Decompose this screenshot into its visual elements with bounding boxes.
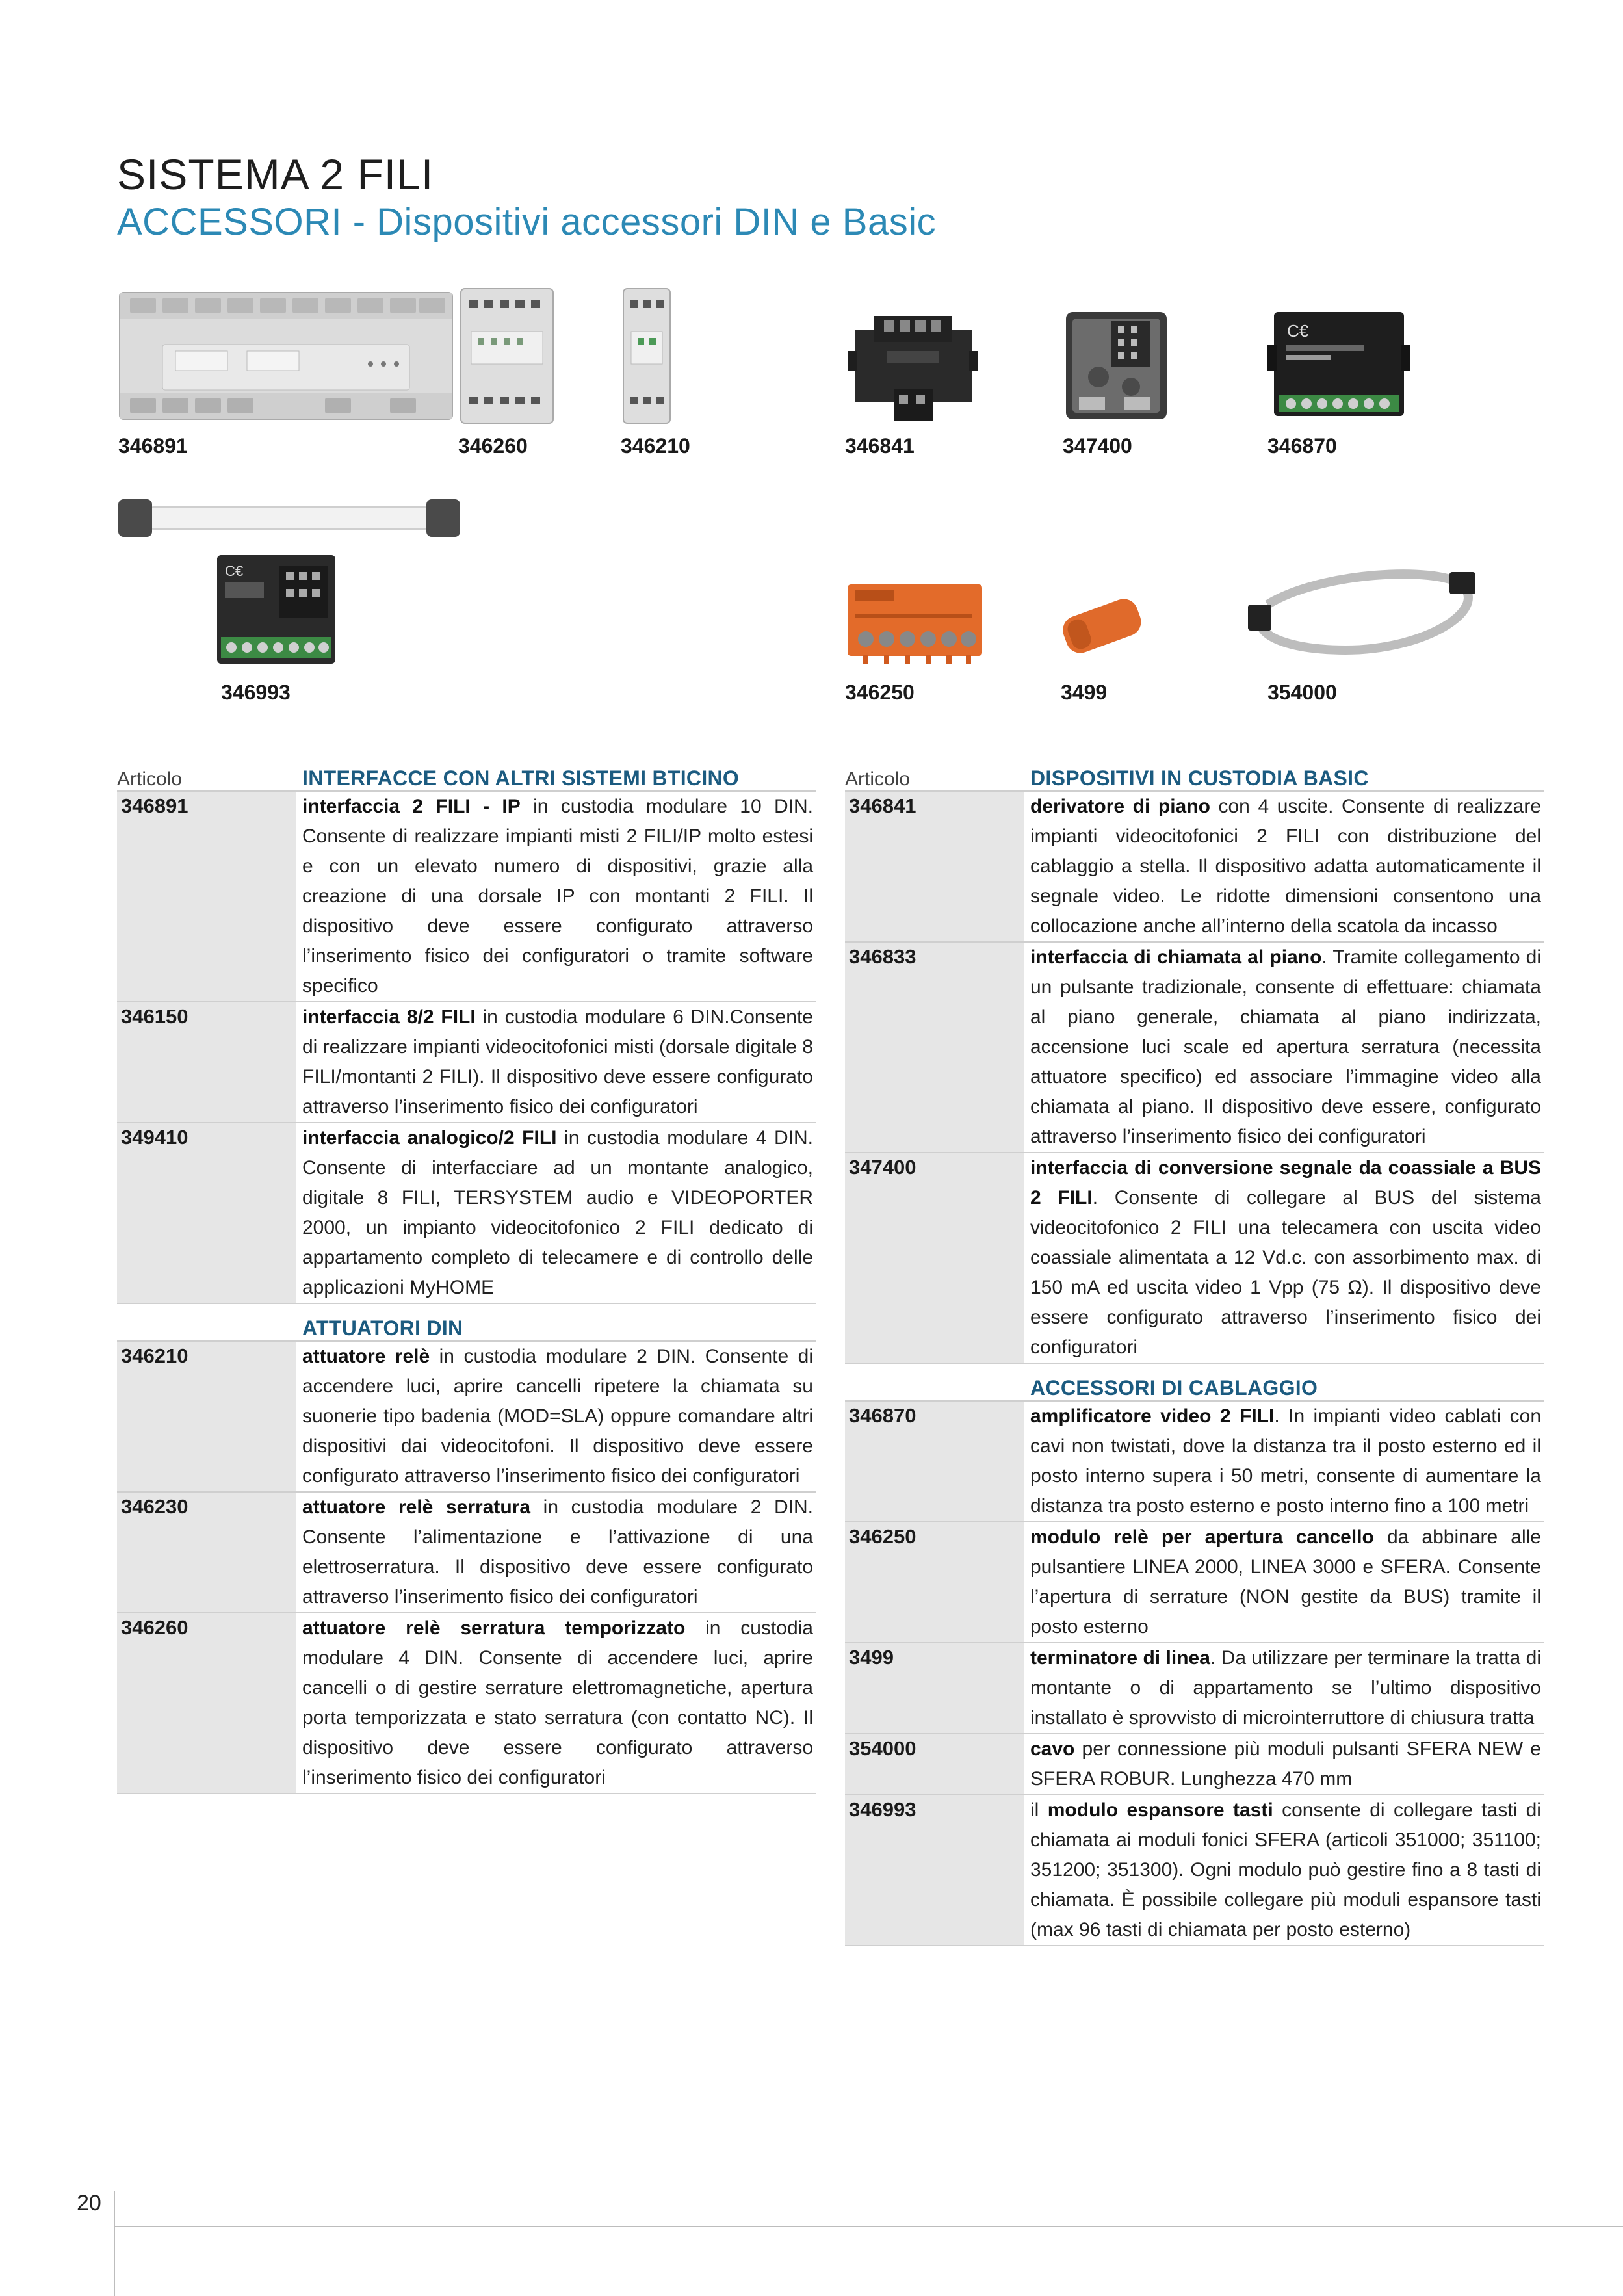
table-row — [117, 792, 816, 1002]
article-code: 346870 — [845, 1402, 1024, 1521]
table-row — [845, 1153, 1544, 1364]
article-description — [1030, 1522, 1544, 1642]
footer-vertical-rule — [114, 2191, 115, 2296]
article-description — [302, 1342, 816, 1491]
table-row — [845, 1795, 1544, 1946]
article-text: in custodia modulare 2 DIN. Consente di accendere luci, aprire cancelli ripetere la chiamata su suonerie tipo badenia (MOD=SLA) oppure comandare altri dispositivi dai videocitofoni. Il dispositivo deve essere configurato attraverso l’inserimento fisico dei configuratori — [302, 1346, 813, 1487]
article-code: 346891 — [117, 792, 296, 1001]
article-text: . In impianti video cablati con cavi non twistati, dove la distanza tra il posto esterno ed il posto interno supera i 50 metri, consente di aumentare la distanza tra posto esterno e posto interno fino a 100 metri — [1030, 1405, 1541, 1517]
section-title: DISPOSITIVI IN CUSTODIA BASIC — [1030, 766, 1369, 790]
article-code: 346210 — [117, 1342, 296, 1491]
flexible-tube-image — [117, 494, 461, 543]
article-text: consente di collegare tasti di chiamata ai moduli fonici SFERA (articoli 351000; 351100; 351200; 351300). Ogni modulo può gestire fino a 8 tasti di chiamata. È possibile collegare più moduli espansore tasti (max 96 tasti di chiamata per posto esterno) — [1030, 1799, 1541, 1940]
article-text: in custodia modulare 2 DIN. Consente l’alimentazione e l’attivazione di una elettroserratura. Il dispositivo deve essere configurato attraverso l’inserimento fisico dei configuratori — [302, 1496, 814, 1608]
article-name: derivatore di piano — [1030, 796, 1210, 817]
article-text: in custodia modulare 4 DIN. Consente di interfacciare ad un montante analogico, digitale 8 FILI, TERSYSTEM audio e VIDEOPORTER 2000, un impianto videocitofonico 2 FILI dedicato di appartamento completo di telecamere e di controllo delle applicazioni MyHOME — [302, 1127, 814, 1298]
table-row — [845, 1522, 1544, 1643]
article-description — [302, 1613, 816, 1793]
section-header — [845, 1364, 1544, 1402]
article-text: . Consente di collegare al BUS del sistema videocitofonico 2 FILI una telecamera con uscita video coassiale alimentata a 12 Vd.c. con assorbimento max. di 150 mA ed uscita video 1 Vpp (75 Ω). Il dispositivo deve essere configurato attraverso l’inserimento fisico dei configuratori — [1030, 1187, 1541, 1358]
article-name: interfaccia di conversione segnale da coassiale a BUS 2 FILI — [1030, 1157, 1541, 1208]
article-code: 346841 — [845, 792, 1024, 941]
article-name: cavo — [1030, 1738, 1075, 1760]
article-text: . Tramite collegamento di un pulsante tradizionale, consente di effettuare: chiamata al piano generale, chiamata al piano indirizzata, accensione luci scale ed apertura serratura (necessita attuatore specifico) ed associare l’immagine video alla chiamata al piano. Il dispositivo deve essere, configurato attraverso l’inserimento fisico dei configuratori — [1030, 946, 1541, 1147]
article-description — [1030, 943, 1544, 1152]
article-text: in custodia modulare 4 DIN. Consente di accendere luci, aprire cancelli o di gestire serrature elettromagnetiche, apertura porta temporizzata e stato serratura (con contatto NC). Il dispositivo deve essere configurato attraverso l’inserimento fisico dei configuratori — [302, 1617, 813, 1788]
page-number: 20 — [77, 2191, 101, 2215]
article-description — [1030, 1795, 1544, 1945]
right-article-table — [845, 759, 1544, 1946]
article-text: in custodia modulare 10 DIN. Consente di realizzare impianti misti 2 FILI/IP molto estesi e con un elevato numero di dispositivi, grazie alla creazione di una dorsale IP con montanti 2 FILI. Il dispositivo deve essere configurato attraverso l’inserimento fisico dei configuratori o tramite software specifico — [302, 796, 813, 997]
articolo-label: Articolo — [845, 768, 911, 790]
product-code-label: 346250 — [845, 681, 915, 704]
article-name: terminatore di linea — [1030, 1647, 1210, 1669]
table-row — [117, 1613, 816, 1794]
din-actuator-2-module-image — [621, 286, 673, 426]
section-title: INTERFACCE CON ALTRI SISTEMI BTICINO — [302, 766, 740, 790]
article-description — [1030, 792, 1544, 941]
product-code-label: 346260 — [458, 434, 528, 458]
article-prefix: il — [1030, 1799, 1048, 1821]
din-actuator-4-module-image — [458, 286, 556, 426]
table-row — [117, 1342, 816, 1493]
svg-text:C€: C€ — [1287, 321, 1309, 341]
articolo-label: Articolo — [117, 768, 183, 790]
article-name: attuatore relè — [302, 1346, 430, 1367]
din-interface-10-module-image — [117, 286, 455, 426]
product-code-label: 354000 — [1267, 681, 1337, 704]
article-name: interfaccia analogico/2 FILI — [302, 1127, 557, 1149]
gate-relay-module-image — [845, 582, 985, 666]
article-name: modulo relè per apertura cancello — [1030, 1526, 1374, 1548]
coax-interface-image — [1059, 306, 1173, 426]
table-row — [845, 1402, 1544, 1522]
page-subtitle: ACCESSORI - Dispositivi accessori DIN e Basic — [117, 201, 937, 243]
footer-horizontal-rule — [114, 2226, 1623, 2227]
article-description — [302, 1493, 816, 1612]
article-code: 347400 — [845, 1153, 1024, 1363]
table-row — [117, 1002, 816, 1123]
article-text: da abbinare alle pulsantiere LINEA 2000, LINEA 3000 e SFERA. Consente l’apertura di serrature (NON gestite da BUS) tramite il posto esterno — [1030, 1526, 1541, 1637]
article-name: interfaccia di chiamata al piano — [1030, 946, 1322, 968]
article-description — [1030, 1643, 1544, 1733]
article-code: 346260 — [117, 1613, 296, 1793]
flat-cable-image — [1241, 559, 1488, 666]
video-amplifier-image — [1267, 306, 1410, 429]
svg-text:C€: C€ — [225, 563, 244, 579]
article-description — [1030, 1153, 1544, 1363]
article-description — [302, 1123, 816, 1303]
product-code-label: 346993 — [221, 681, 291, 704]
product-code-label: 3499 — [1061, 681, 1108, 704]
line-terminator-image — [1050, 592, 1154, 660]
section-title: ATTUATORI DIN — [302, 1316, 463, 1340]
product-code-label: 346891 — [118, 434, 188, 458]
article-text: con 4 uscite. Consente di realizzare impianti videocitofonici 2 FILI con distribuzione del cablaggio a stella. Il dispositivo adatta automaticamente il segnale video. Le ridotte dimensioni consentono una collocazione anche all’interno della scatola da incasso — [1030, 796, 1542, 937]
article-code: 349410 — [117, 1123, 296, 1303]
article-name: interfaccia 2 FILI - IP — [302, 796, 521, 817]
product-code-label: 346870 — [1267, 434, 1337, 458]
section-title: ACCESSORI DI CABLAGGIO — [1030, 1376, 1318, 1400]
table-header — [845, 759, 1544, 792]
article-description — [1030, 1402, 1544, 1521]
article-description — [1030, 1734, 1544, 1794]
article-name: modulo espansore tasti — [1047, 1799, 1273, 1821]
table-row — [845, 1643, 1544, 1734]
key-expansion-module-image — [214, 553, 338, 666]
table-row — [845, 943, 1544, 1153]
article-text: per connessione più moduli pulsanti SFERA NEW e SFERA ROBUR. Lunghezza 470 mm — [1030, 1738, 1541, 1790]
floor-distributor-image — [848, 312, 978, 426]
table-row — [845, 1734, 1544, 1795]
product-code-label: 346210 — [621, 434, 690, 458]
article-name: attuatore relè serratura — [302, 1496, 531, 1518]
article-description — [302, 792, 816, 1001]
left-article-table — [117, 759, 816, 1794]
article-code: 346230 — [117, 1493, 296, 1612]
table-row — [117, 1123, 816, 1304]
article-text: in custodia modulare 6 DIN.Consente di realizzare impianti videocitofonici misti (dorsale digitale 8 FILI/montanti 2 FILI). Il dispositivo deve essere configurato attraverso l’inserimento fisico dei configuratori — [302, 1006, 813, 1117]
article-code: 346993 — [845, 1795, 1024, 1945]
product-code-label: 347400 — [1063, 434, 1132, 458]
article-code: 346833 — [845, 943, 1024, 1152]
table-header — [117, 759, 816, 792]
table-row — [845, 792, 1544, 943]
product-code-label: 346841 — [845, 434, 915, 458]
article-description — [302, 1002, 816, 1122]
section-header — [117, 1304, 816, 1342]
article-code: 354000 — [845, 1734, 1024, 1794]
article-text: . Da utilizzare per terminare la tratta di montante o di appartamento se l’ultimo dispositivo installato è sprovvisto di microinterruttore di chiusura tratta — [1030, 1647, 1541, 1729]
article-name: interfaccia 8/2 FILI — [302, 1006, 476, 1028]
article-code: 346150 — [117, 1002, 296, 1122]
article-code: 346250 — [845, 1522, 1024, 1642]
page-title: SISTEMA 2 FILI — [117, 150, 434, 198]
article-code: 3499 — [845, 1643, 1024, 1733]
table-row — [117, 1493, 816, 1613]
article-name: attuatore relè serratura temporizzato — [302, 1617, 686, 1639]
article-name: amplificatore video 2 FILI — [1030, 1405, 1275, 1427]
